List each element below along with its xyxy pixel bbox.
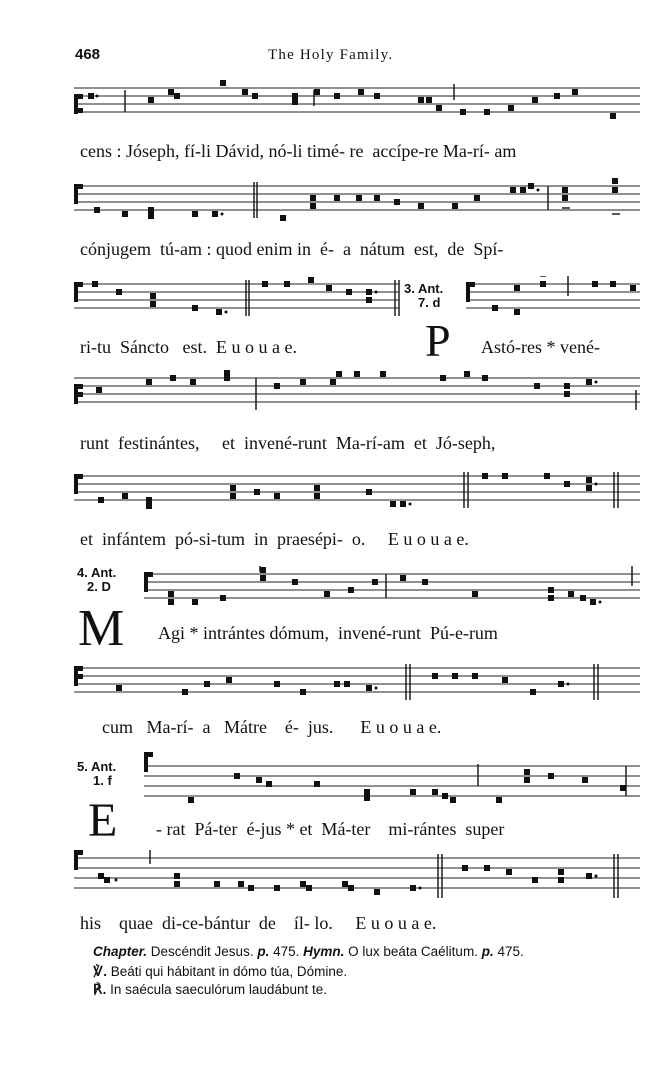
- music-staff-5: [74, 468, 640, 508]
- antiphon-4-number: 4. Ant.: [77, 565, 117, 580]
- music-staff-2: [74, 178, 640, 218]
- music-staff-7: [74, 660, 640, 700]
- antiphon-5-mode: 1. f: [93, 773, 112, 788]
- antiphon-3-incipit: Astó-res * vené-: [481, 337, 600, 357]
- versicle-line: [93, 964, 347, 980]
- chapter-label: Chapter.: [93, 944, 148, 959]
- lyric-line-9: his quae di-ce-bántur de íl- lo. E u o u a e.: [80, 913, 437, 933]
- hymn-page-ref: 475.: [493, 944, 524, 959]
- lyric-line-1: cens : Jóseph, fí-li Dávid, nó-li timé- re accípe-re Ma-rí- am: [80, 141, 517, 161]
- chapter-line: [93, 944, 524, 959]
- lyric-line-8: - rat Pá-ter é-jus * et Má-ter mi-rántes super: [156, 819, 505, 839]
- response-symbol: ℟.: [93, 982, 107, 997]
- lyric-line-3: ri-tu Sáncto est. E u o u a e.: [80, 337, 297, 357]
- versicle-symbol: ℣.: [93, 964, 107, 979]
- lyric-line-5: et infántem pó-si-tum in praesépi- o. E u o u a e.: [80, 529, 469, 549]
- antiphon-3-label: [404, 282, 443, 310]
- music-staff-1: [74, 80, 640, 120]
- lyric-line-4: runt festinántes, et invené-runt Ma-rí-am et Jó-seph,: [80, 433, 496, 453]
- hymn-text: O lux beáta Caélitum.: [344, 944, 482, 959]
- page-abbrev-1: p.: [257, 944, 270, 959]
- antiphon-5-number: 5. Ant.: [77, 759, 117, 774]
- chapter-text: Descéndit Jesus.: [147, 944, 258, 959]
- music-staff-8: [144, 752, 640, 792]
- hymn-label: Hymn.: [303, 944, 345, 959]
- music-staff-4: [74, 370, 640, 410]
- initial-letter-m: M: [78, 600, 125, 657]
- antiphon-3-mode: 7. d: [418, 295, 441, 310]
- versicle-text: Beáti qui hábitant in dómo túa, Dómine.: [106, 964, 348, 979]
- lyric-line-6: Agi * intrántes dómum, invené-runt Pú-e-rum: [158, 623, 498, 643]
- antiphon-3-number: 3. Ant.: [404, 281, 444, 296]
- antiphon-4-mode: 2. D: [87, 579, 111, 594]
- lyric-line-2: cónjugem tú-am : quod enim in é- a nátum est, de Spí-: [80, 239, 504, 259]
- page-abbrev-2: p.: [481, 944, 494, 959]
- running-title: The Holy Family.: [268, 47, 394, 63]
- response-text: In saécula saeculórum laudábunt te.: [106, 982, 327, 997]
- response-line: [93, 982, 327, 998]
- page-number: 468: [75, 46, 101, 63]
- initial-letter-p: P: [425, 315, 451, 366]
- lyric-line-7: cum Ma-rí- a Mátre é- jus. E u o u a e.: [102, 717, 442, 737]
- antiphon-5-label: [77, 760, 116, 788]
- music-staff-3: [74, 276, 640, 316]
- chapter-page-ref: 475.: [269, 944, 304, 959]
- antiphon-4-label: [77, 566, 116, 594]
- initial-letter-e: E: [88, 794, 118, 847]
- page-header: [0, 46, 665, 68]
- music-staff-9: [74, 850, 640, 890]
- music-staff-6: [144, 566, 640, 606]
